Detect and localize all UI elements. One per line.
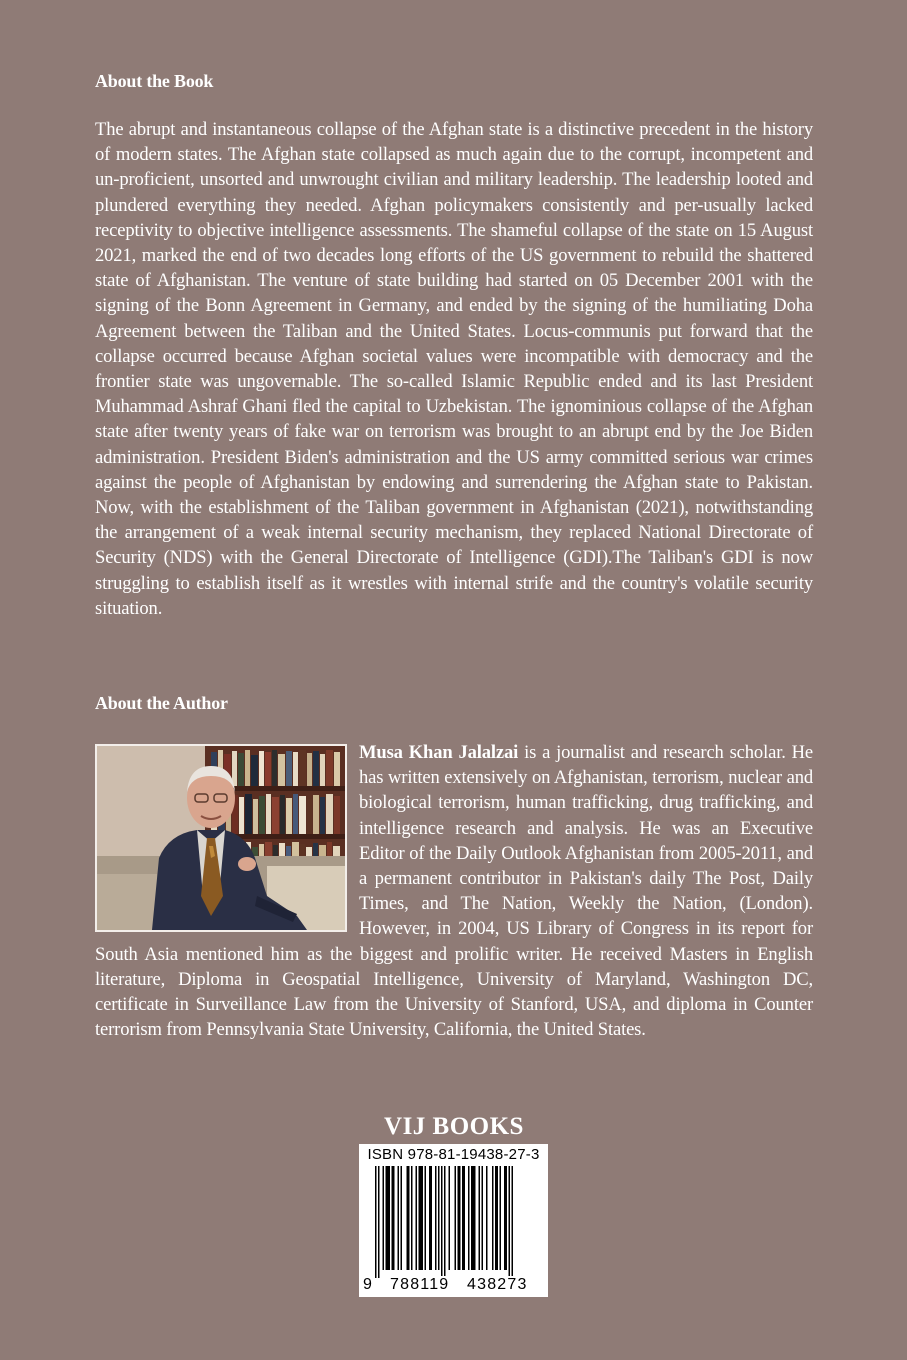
isbn-label: ISBN 978-81-19438-27-3 xyxy=(367,1146,540,1163)
barcode-bar xyxy=(383,1166,385,1270)
barcode-bar xyxy=(479,1166,481,1270)
barcode-bar xyxy=(482,1166,484,1270)
about-book-heading: About the Book xyxy=(95,71,214,91)
barcode-bar xyxy=(438,1166,440,1270)
isbn-digit-group-2: 438273 xyxy=(467,1276,528,1293)
about-author-heading: About the Author xyxy=(95,693,228,713)
barcode-bar xyxy=(411,1166,413,1270)
barcode-bar xyxy=(392,1166,395,1270)
barcode-bar xyxy=(407,1166,410,1270)
barcode-bar xyxy=(504,1166,507,1270)
barcode-bar xyxy=(462,1166,465,1270)
barcode-bar xyxy=(425,1166,427,1270)
publisher-name: VIJ BOOKS xyxy=(384,1113,524,1140)
barcode-bar xyxy=(416,1166,418,1270)
barcode-bar xyxy=(468,1166,470,1270)
barcode-bar xyxy=(512,1166,514,1278)
about-author-section xyxy=(95,740,813,1042)
author-photo xyxy=(95,744,347,932)
barcode-bar xyxy=(509,1166,511,1278)
barcode-bar xyxy=(401,1166,403,1270)
barcode-bar xyxy=(375,1166,377,1278)
barcode-bar xyxy=(441,1166,443,1278)
barcode-bar xyxy=(419,1166,424,1270)
barcode-bar xyxy=(435,1166,437,1270)
barcode-bar xyxy=(444,1166,446,1278)
isbn-digit-lead: 9 xyxy=(363,1276,374,1293)
barcode-bar xyxy=(429,1166,432,1270)
barcode-bar xyxy=(495,1166,498,1270)
barcode-bar xyxy=(492,1166,494,1270)
about-author-text: is a journalist and research scholar. He has written extensively on Afghanistan, terrorism, nuclear and biological terrorism, human trafficking, drug trafficking, and intelligence research and analysis. He was an Executive Editor of the Daily Outlook Afghanistan from 2005-2011, and a permanent contributor in Pakistan's daily The Post, Daily Times, and The Nation, Weekly the Nation, (London). However, in 2004, US Library of Congress in its report for South Asia mentioned him as the biggest and prolific writer. He received Masters in English literature, Diploma in Geospatial Intelligence, University of Maryland, Washington DC, certificate in Surveillance Law from the University of Stanford, USA, and diploma in Counter terrorism from Pennsylvania State University, California, the United States. xyxy=(95,742,813,1041)
isbn-barcode xyxy=(359,1144,548,1297)
barcode-bar xyxy=(386,1166,391,1270)
barcode-bar xyxy=(471,1166,476,1270)
barcode-bar xyxy=(486,1166,488,1270)
barcode-bar xyxy=(455,1166,457,1270)
barcode-bar xyxy=(458,1166,461,1270)
barcode-bar xyxy=(378,1166,380,1278)
barcode-bar xyxy=(398,1166,400,1270)
about-book-text: The abrupt and instantaneous collapse of the Afghan state is a distinctive precedent in the history of modern states. The Afghan state collapsed as much again due to the corrupt, incompetent and un-proficient, unsorted and unwrought civilian and military leadership. The leadership looted and plundered everything they needed. Afghan policymakers consistently and per-usually lacked receptivity to objective intelligence assessments. The shameful collapse of the state on 15 August 2021, marked the end of two decades long efforts of the US government to rebuild the shattered state of Afghanistan. The venture of state building had started on 05 December 2001 with the signing of the Bonn Agreement in Germany, and ended by the signing of the humiliating Doha Agreement between the Taliban and the United States. Locus-communis put forward that the collapse occurred because Afghan societal values were incompatible with democracy and the frontier state was ungovernable. The so-called Islamic Republic ended and its last President Muhammad Ashraf Ghani fled the capital to Uzbekistan. The ignominious collapse of the Afghan state after twenty years of fake war on terrorism was brought to an abrupt end by the Joe Biden administration. President Biden's administration and the US army committed serious war crimes against the people of Afghanistan by endowing and surrendering the Afghan state to Pakistan. Now, with the establishment of the Taliban government in Afghanistan (2021), notwithstanding the arrangement of a weak internal security mechanism, they replaced National Directorate of Security (NDS) with the General Directorate of Intelligence (GDI).The Taliban's GDI is now struggling to establish itself as it wrestles with internal strife and the country's volatile security situation. xyxy=(95,119,813,619)
author-name: Musa Khan Jalalzai xyxy=(359,742,519,763)
isbn-digit-group-1: 788119 xyxy=(390,1276,450,1293)
barcode-bar xyxy=(449,1166,451,1270)
barcode-bars xyxy=(375,1166,535,1278)
barcode-bar xyxy=(500,1166,502,1270)
